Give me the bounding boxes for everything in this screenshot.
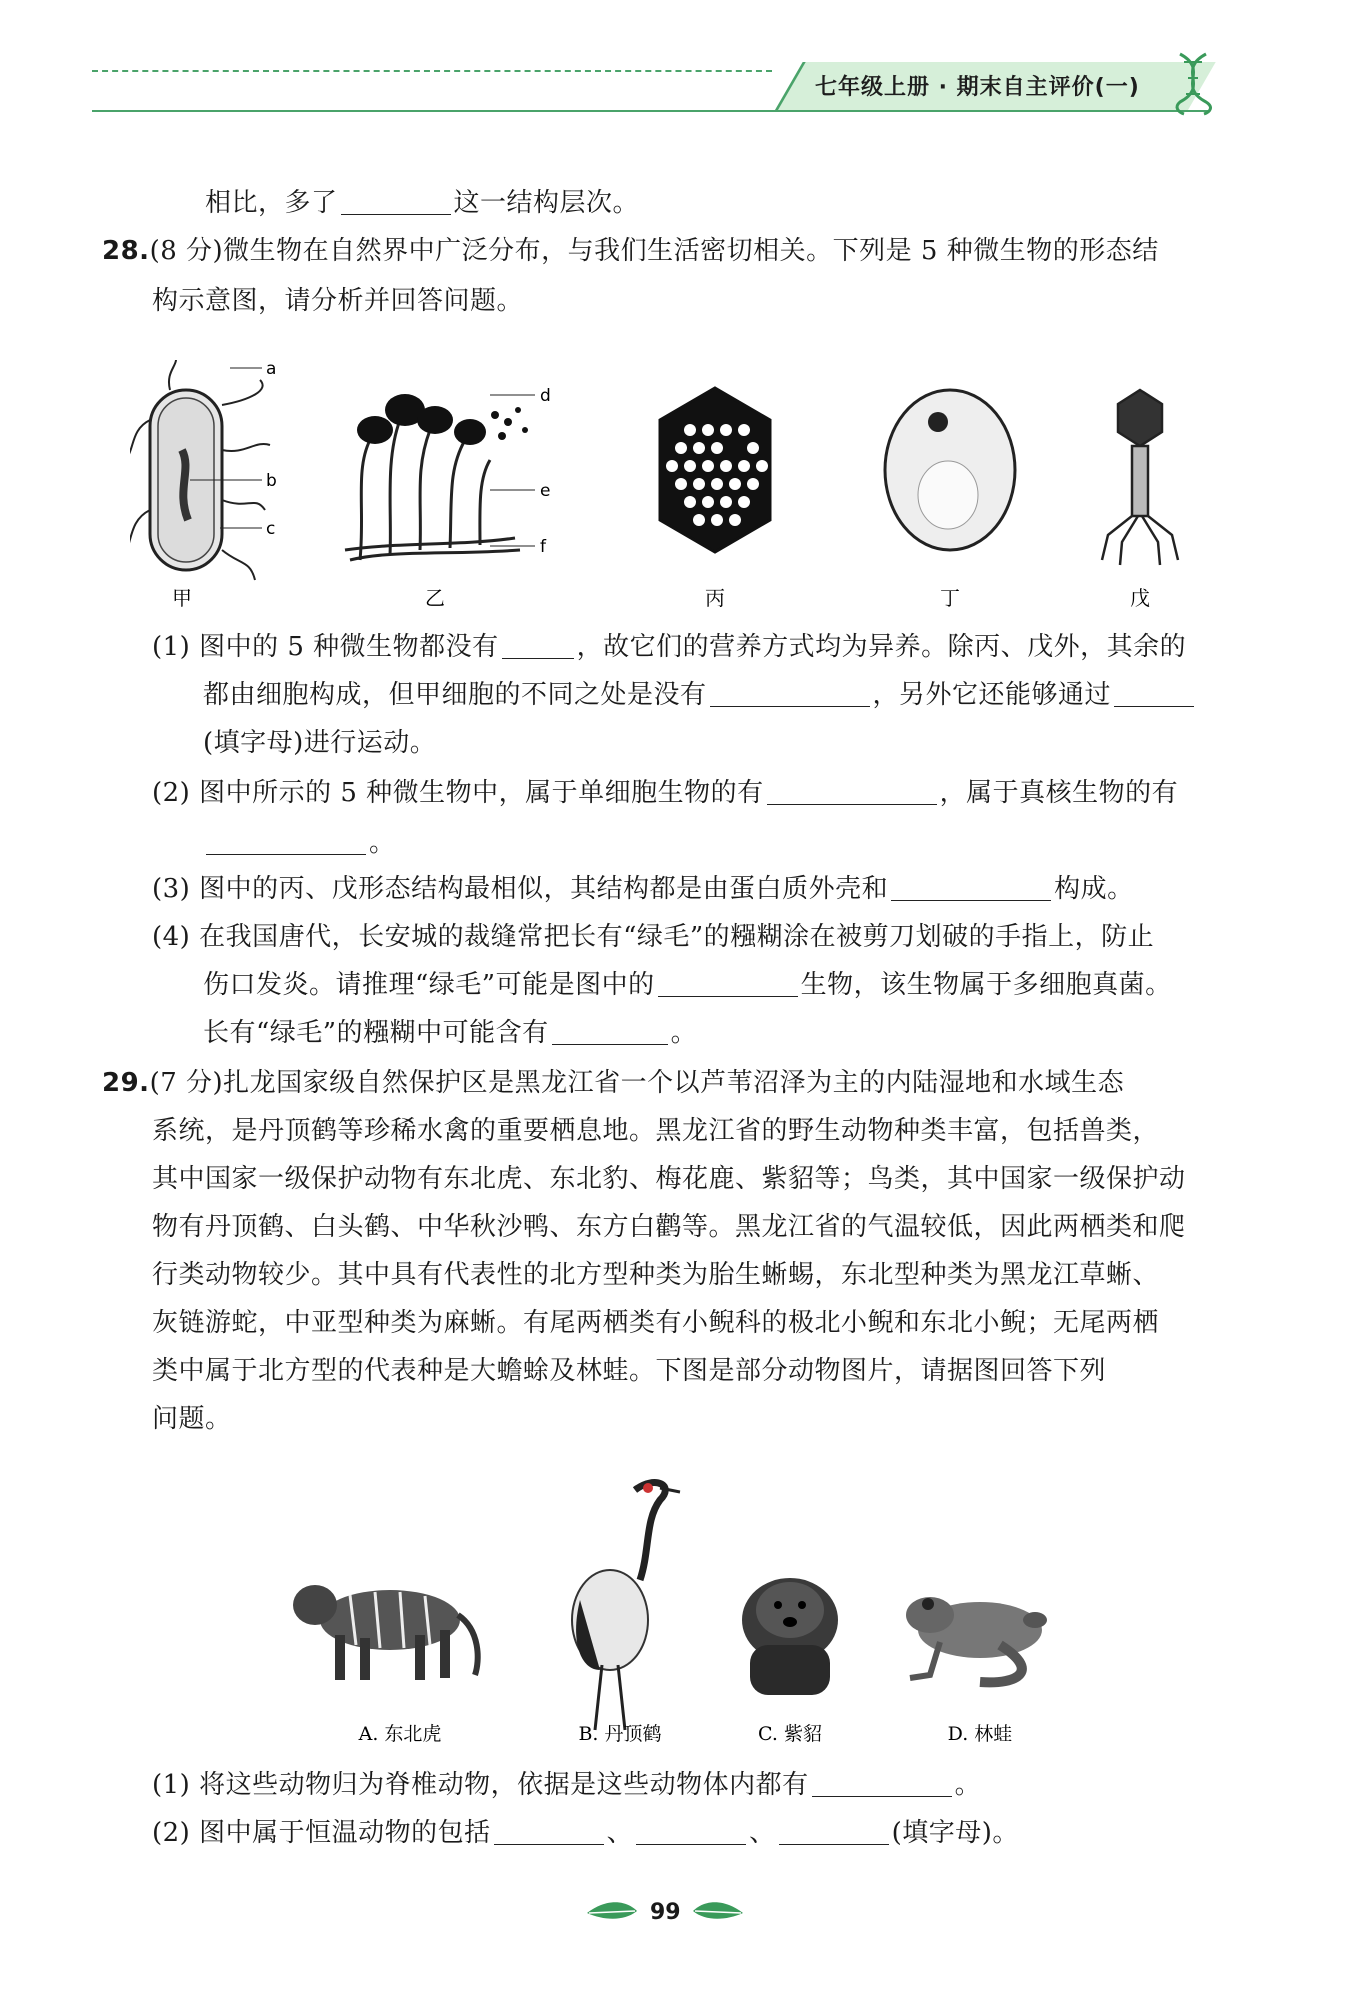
q28-intro-line-1: 28.(8 分)微生物在自然界中广泛分布，与我们生活密切相关。下列是 5 种微生物的形态结 [102,236,1159,266]
q28-s1-line-1: (1) 图中的 5 种微生物都没有 ，故它们的营养方式均为异养。除丙、戊外，其余的 [152,632,1187,662]
q29-s2-line: (2) 图中属于恒温动物的包括 、 、 (填字母)。 [152,1818,1019,1848]
q29-line-6: 灰链游蛇，中亚型种类为麻蜥。有尾两栖类有小鲵科的极北小鲵和东北小鲵；无尾两栖 [152,1308,1160,1338]
q29-line-1: 29.(7 分)扎龙国家级自然保护区是黑龙江省一个以芦苇沼泽为主的内陆湿地和水域生态 [102,1068,1125,1098]
animal-figure [280,1470,1110,1750]
q29-line-5: 行类动物较少。其中具有代表性的北方型种类为胎生蜥蜴，东北型种类为黑龙江草蜥、 [152,1260,1160,1290]
q29-line-2: 系统，是丹顶鹤等珍稀水禽的重要栖息地。黑龙江省的野生动物种类丰富，包括兽类， [152,1116,1160,1146]
q28-s4-line-3: 长有“绿毛”的糨糊中可能含有 。 [203,1018,698,1048]
header-rule [92,110,1210,112]
blank[interactable] [812,1770,952,1797]
q29-line-3: 其中国家一级保护动物有东北虎、东北豹、梅花鹿、紫貂等；鸟类，其中国家一级保护动 [152,1164,1186,1194]
blank[interactable] [1114,680,1194,707]
q28-intro-line-2: 构示意图，请分析并回答问题。 [152,286,524,316]
tiger-image [293,1585,478,1680]
q28-s2-line-1: (2) 图中所示的 5 种微生物中，属于单细胞生物的有 ，属于真核生物的有 [152,778,1179,808]
microorganism-figure [130,360,1240,610]
blank[interactable] [552,1018,668,1045]
label-a: a [266,360,277,379]
q29-line-4: 物有丹顶鹤、白头鹤、中华秋沙鸭、东方白鹳等。黑龙江省的气温较低，因此两栖类和爬 [152,1212,1186,1242]
fig-label-bing: 丙 [705,586,725,610]
q28-s2-line-2: 。 [203,826,396,860]
q28-s1-line-2: 都由细胞构成，但甲细胞的不同之处是没有 ，另外它还能够通过 [203,678,1197,712]
caption-frog: D. 林蛙 [947,1723,1013,1745]
caption-tiger: A. 东北虎 [358,1723,442,1745]
phage-diagram [1102,390,1178,565]
q28-s3-line: (3) 图中的丙、戊形态结构最相似，其结构都是由蛋白质外壳和 构成。 [152,874,1134,904]
frog-image [906,1597,1047,1682]
dna-icon [1170,52,1216,116]
caption-sable: C. 紫貂 [758,1723,822,1745]
header-dashed-rule [92,70,772,72]
q29-s1-line: (1) 将这些动物归为脊椎动物，依据是这些动物体内都有 。 [152,1770,982,1800]
q29-line-8: 问题。 [152,1404,232,1434]
label-d: d [540,386,551,406]
blank[interactable] [502,632,574,659]
label-e: e [540,481,551,501]
label-c: c [266,519,276,539]
header-title: 七年级上册 · 期末自主评价(一) [815,75,1140,100]
q28-s1-line-3: (填字母)进行运动。 [203,728,437,758]
leaf-right-icon [690,1895,745,1925]
blank[interactable] [767,778,937,805]
q28-s4-line-2: 伤口发炎。请推理“绿毛”可能是图中的 生物，该生物属于多细胞真菌。 [203,970,1172,1000]
mold-sporangia [357,394,528,445]
blank[interactable] [341,188,451,215]
q28-s4-line-1: (4) 在我国唐代，长安城的裁缝常把长有“绿毛”的糨糊涂在被剪刀划破的手指上，防止 [152,922,1155,952]
blank[interactable] [779,1818,889,1845]
crane-image [572,1483,680,1730]
blank[interactable] [658,970,798,997]
yeast-diagram [885,390,1015,550]
question-number: 29. [102,1068,150,1098]
continuation-line: 相比，多了 这一结构层次。 [205,188,640,218]
virus-diagram [660,388,770,552]
blank[interactable] [710,680,870,707]
question-number: 28. [102,236,150,266]
fig-label-yi: 乙 [425,586,445,610]
fig-label-ding: 丁 [940,586,960,610]
leaf-left-icon [585,1895,640,1925]
label-f: f [540,537,546,557]
blank[interactable] [206,828,366,855]
q29-line-7: 类中属于北方型的代表种是大蟾蜍及林蛙。下图是部分动物图片，请据图回答下列 [152,1356,1107,1386]
label-b: b [266,471,277,491]
sable-image [742,1578,838,1695]
caption-crane: B. 丹顶鹤 [578,1723,662,1745]
fig-label-jia: 甲 [172,586,192,610]
bacterium-diagram [130,360,270,580]
blank[interactable] [636,1818,746,1845]
blank[interactable] [494,1818,604,1845]
blank[interactable] [891,874,1051,901]
fig-label-wu: 戊 [1130,586,1150,610]
page-number: 99 [650,1900,681,1925]
